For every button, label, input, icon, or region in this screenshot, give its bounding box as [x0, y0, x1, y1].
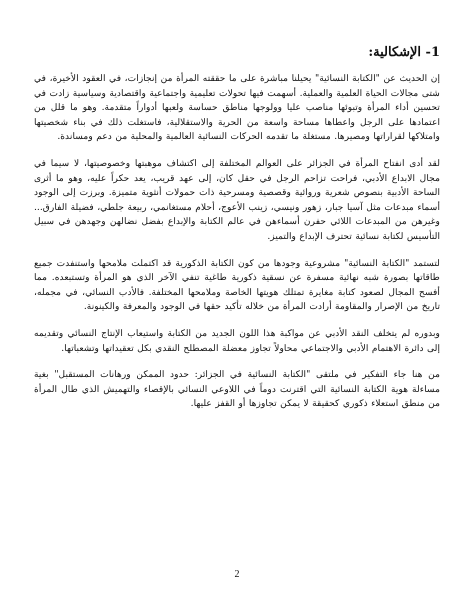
section-heading: 1- الإشكالية: — [368, 45, 440, 60]
paragraph-3: لتستمد "الكتابة النسائية" مشروعية وجودها من كون الكتابة الذكورية قد اكتملت ملامحها واستنفدت جميع طاقاتها بصورة شبه نهائية مسفرة عن نسقية ذكورية طاغية تنفي الآخر الذي هو المرأة وتستبعده. مما أفسح المجال لصعود كتابة مغايرة تمتلك هويتها الخاصة وملامحها المختلفة. فالأدب النسائي، في مجمله، تاريخ من الإصرار والمقاومة أرادت المرأة من خلاله تأكيد حقها في الوجود والمعرفة والكينونة. — [34, 257, 440, 313]
paragraph-4: وبدوره لم يتخلف النقد الأدبي عن مواكبة هذا اللون الجديد من الكتابة واستيعاب الإنتاج النسائي وتقديمه إلى دائرة الاهتمام الأدبي والاجتماعي محاولاً تجاوز معضلة المصطلح النقدي بكل تعقيداتها وتشعباتها. — [34, 327, 440, 354]
paragraph-5: من هنا جاء التفكير في ملتقى "الكتابة النسائية في الجزائر: حدود الممكن ورهانات المستقبل" بغية مساءلة هوية الكتابة النسائية التي اقترنت دوماً في اللاوعي النسائي بالإقصاء والتهميش الذي طال المرأة من منطق استعلاء ذكوري كحقيقة لا يمكن تجاوزها أو القفز عليها. — [34, 369, 440, 410]
page-number: 2 — [234, 569, 240, 580]
paragraph-2: لقد أدى انفتاح المرأة في الجزائر على العوالم المختلفة إلى اكتشاف موهبتها وخصوصيتها، لا سيما في مجال الابداع الأدبي، فراحت تزاحم الرجل في حقل كان، إلى عهد قريب، يعد حكراً عليه، وهو ما أثرى الساحة الأدبية بنصوص شعرية وروائية وقصصية ومسرحية ذات حمولات أنثوية متميزة. وبرزت إلى الوجود أسماء مبدعات مثل آسيا جبار، زهور ونيسي، زينب الأعوج، أحلام مستغانمي، ربيعة جلطي، فضيلة الفارق... وغيرهن من المبدعات اللائي حفرن أسماءهن في عالم الكتابة والإبداع بفضل نضالهن وجهدهن في سبيل التأسيس لكتابة نسائية تحترف الإبداع والتميز. — [34, 157, 440, 242]
paragraph-1: إن الحديث عن "الكتابة النسائية" يحيلنا مباشرة على ما حققته المرأة من إنجازات، في العقود الأخيرة، في شتى مجالات الحياة العلمية والعملية. أسهمت فيها تحولات تعليمية واجتماعية واقتصادية وسياسية زادت في تحسين أداء المرأة وتبوئها مناصب عليا وولوجها مناطق حساسة ولعبها أدواراً متقدمة. وهو ما قلل من اعتمادها على الرجل واعطاها مساحة واسعة من الحرية والاستقلالية، فاستغلت ذلك في بناء شخصيتها وامتلاكها لقراراتها ومصيرها. مستغلة ما تقدمه الحركات النسائية العالمية والمحلية من دعم ومساندة. — [34, 73, 440, 143]
